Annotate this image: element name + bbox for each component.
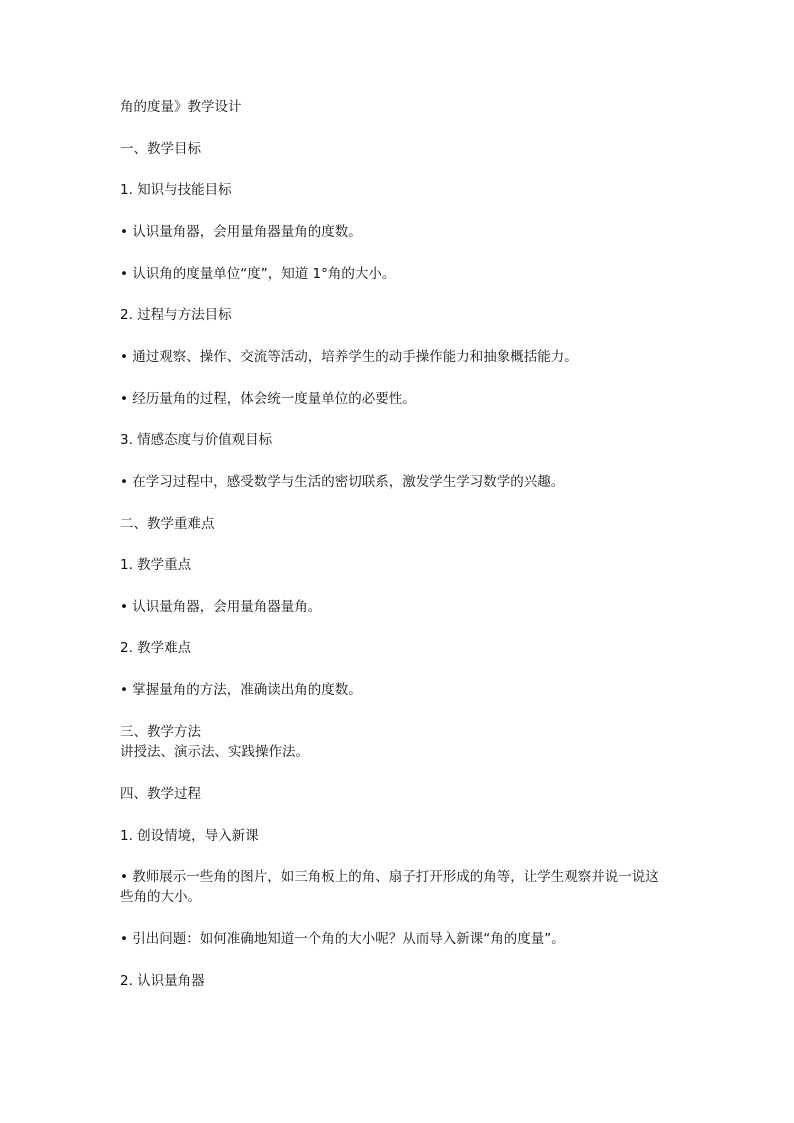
- bullet-item: • 认识量角器，会用量角器量角的度数。: [120, 224, 362, 240]
- subheading-protractor: 2. 认识量角器: [120, 973, 205, 989]
- subheading-knowledge-skills: 1. 知识与技能目标: [120, 182, 232, 198]
- bullet-item: • 经历量角的过程，体会统一度量单位的必要性。: [120, 391, 416, 407]
- subheading-emotion-values: 3. 情感态度与价值观目标: [120, 432, 273, 448]
- bullet-item-line1: • 教师展示一些角的图片，如三角板上的角、扇子打开形成的角等，让学生观察并说一说这: [120, 869, 659, 885]
- methods-text: 讲授法、演示法、实践操作法。: [120, 744, 309, 760]
- bullet-item: • 认识角的度量单位“度”，知道 1°角的大小。: [120, 266, 396, 282]
- bullet-item: • 引出问题：如何准确地知道一个角的大小呢？从而导入新课“角的度量”。: [120, 931, 565, 947]
- bullet-item: • 认识量角器，会用量角器量角。: [120, 599, 322, 615]
- section-heading-process: 四、教学过程: [120, 786, 201, 802]
- bullet-item: • 掌握量角的方法，准确读出角的度数。: [120, 682, 362, 698]
- bullet-item: • 通过观察、操作、交流等活动，培养学生的动手操作能力和抽象概括能力。: [120, 349, 578, 365]
- document-title: 角的度量》教学设计: [120, 99, 242, 115]
- subheading-introduction: 1. 创设情境，导入新课: [120, 828, 259, 844]
- section-heading-key-points: 二、教学重难点: [120, 516, 215, 532]
- subheading-difficulty: 2. 教学难点: [120, 640, 192, 656]
- section-heading-objectives: 一、教学目标: [120, 141, 201, 157]
- bullet-item: • 在学习过程中，感受数学与生活的密切联系，激发学生学习数学的兴趣。: [120, 474, 565, 490]
- subheading-process-method: 2. 过程与方法目标: [120, 307, 232, 323]
- bullet-item-line2: 些角的大小。: [120, 889, 201, 905]
- subheading-key-point: 1. 教学重点: [120, 557, 192, 573]
- section-heading-methods: 三、教学方法: [120, 724, 201, 740]
